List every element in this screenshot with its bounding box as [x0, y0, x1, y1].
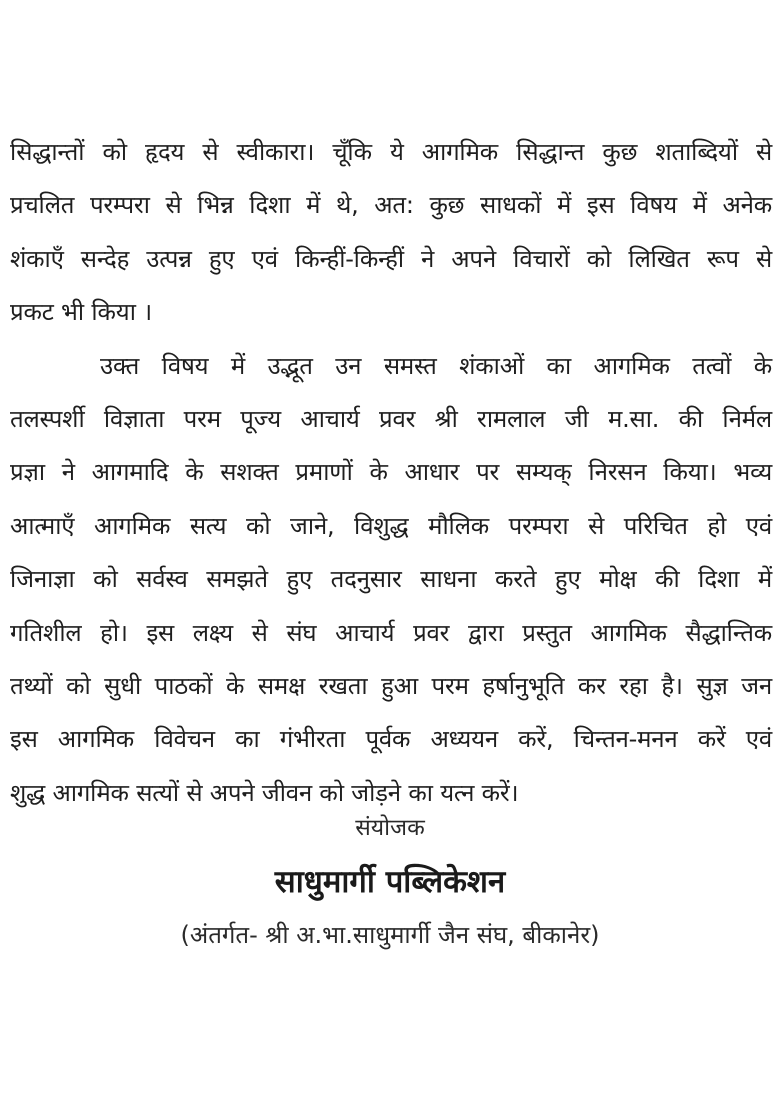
text-line: प्रकट भी किया ।: [10, 298, 153, 327]
text-line: इस आगमिक विवेचन का गंभीरता पूर्वक अध्ययन करें, चिन्तन-मनन करें एवं: [10, 725, 772, 754]
paragraph-1: [10, 126, 772, 340]
text-line: आत्माएँ आगमिक सत्य को जाने, विशुद्ध मौलिक परम्परा से परिचित हो एवं: [10, 511, 772, 540]
text-line: तथ्यों को सुधी पाठकों के समक्ष रखता हुआ परम हर्षानुभूति कर रहा है। सुज्ञ जन: [10, 671, 772, 700]
paragraph-2: [10, 340, 772, 821]
text-line: प्रचलित परम्परा से भिन्न दिशा में थे, अत: कुछ साधकों में इस विषय में अनेक: [10, 191, 772, 220]
text-line: जिनाज्ञा को सर्वस्व समझते हुए तदनुसार साधना करते हुए मोक्ष की दिशा में: [10, 565, 772, 594]
text-line: सिद्धान्तों को हृदय से स्वीकारा। चूँकि ये आगमिक सिद्धान्त कुछ शताब्दियों से: [10, 138, 772, 166]
text-line: तलस्पर्शी विज्ञाता परम पूज्य आचार्य प्रवर श्री रामलाल जी म.सा. की निर्मल: [10, 404, 772, 433]
body-text: [10, 126, 772, 820]
text-line: प्रज्ञा ने आगमादि के सशक्त प्रमाणों के आधार पर सम्यक् निरसन किया। भव्य: [10, 458, 772, 487]
text-line: शंकाएँ सन्देह उत्पन्न हुए एवं किन्हीं-किन्हीं ने अपने विचारों को लिखित रूप से: [10, 244, 772, 273]
signature-role: संयोजक: [355, 815, 425, 841]
text-line: उक्त विषय में उद्भूत उन समस्त शंकाओं का आगमिक तत्वों के: [100, 351, 772, 380]
publisher-affiliation: (अंतर्गत- श्री अ.भा.साधुमार्गी जैन संघ, बीकानेर): [180, 921, 600, 949]
publisher-name: साधुमार्गी पब्लिकेशन: [274, 864, 506, 900]
text-line: शुद्ध आगमिक सत्यों से अपने जीवन को जोड़ने का यत्न करें।: [10, 778, 519, 807]
text-line: गतिशील हो। इस लक्ष्य से संघ आचार्य प्रवर द्वारा प्रस्तुत आगमिक सैद्धान्तिक: [10, 618, 772, 647]
